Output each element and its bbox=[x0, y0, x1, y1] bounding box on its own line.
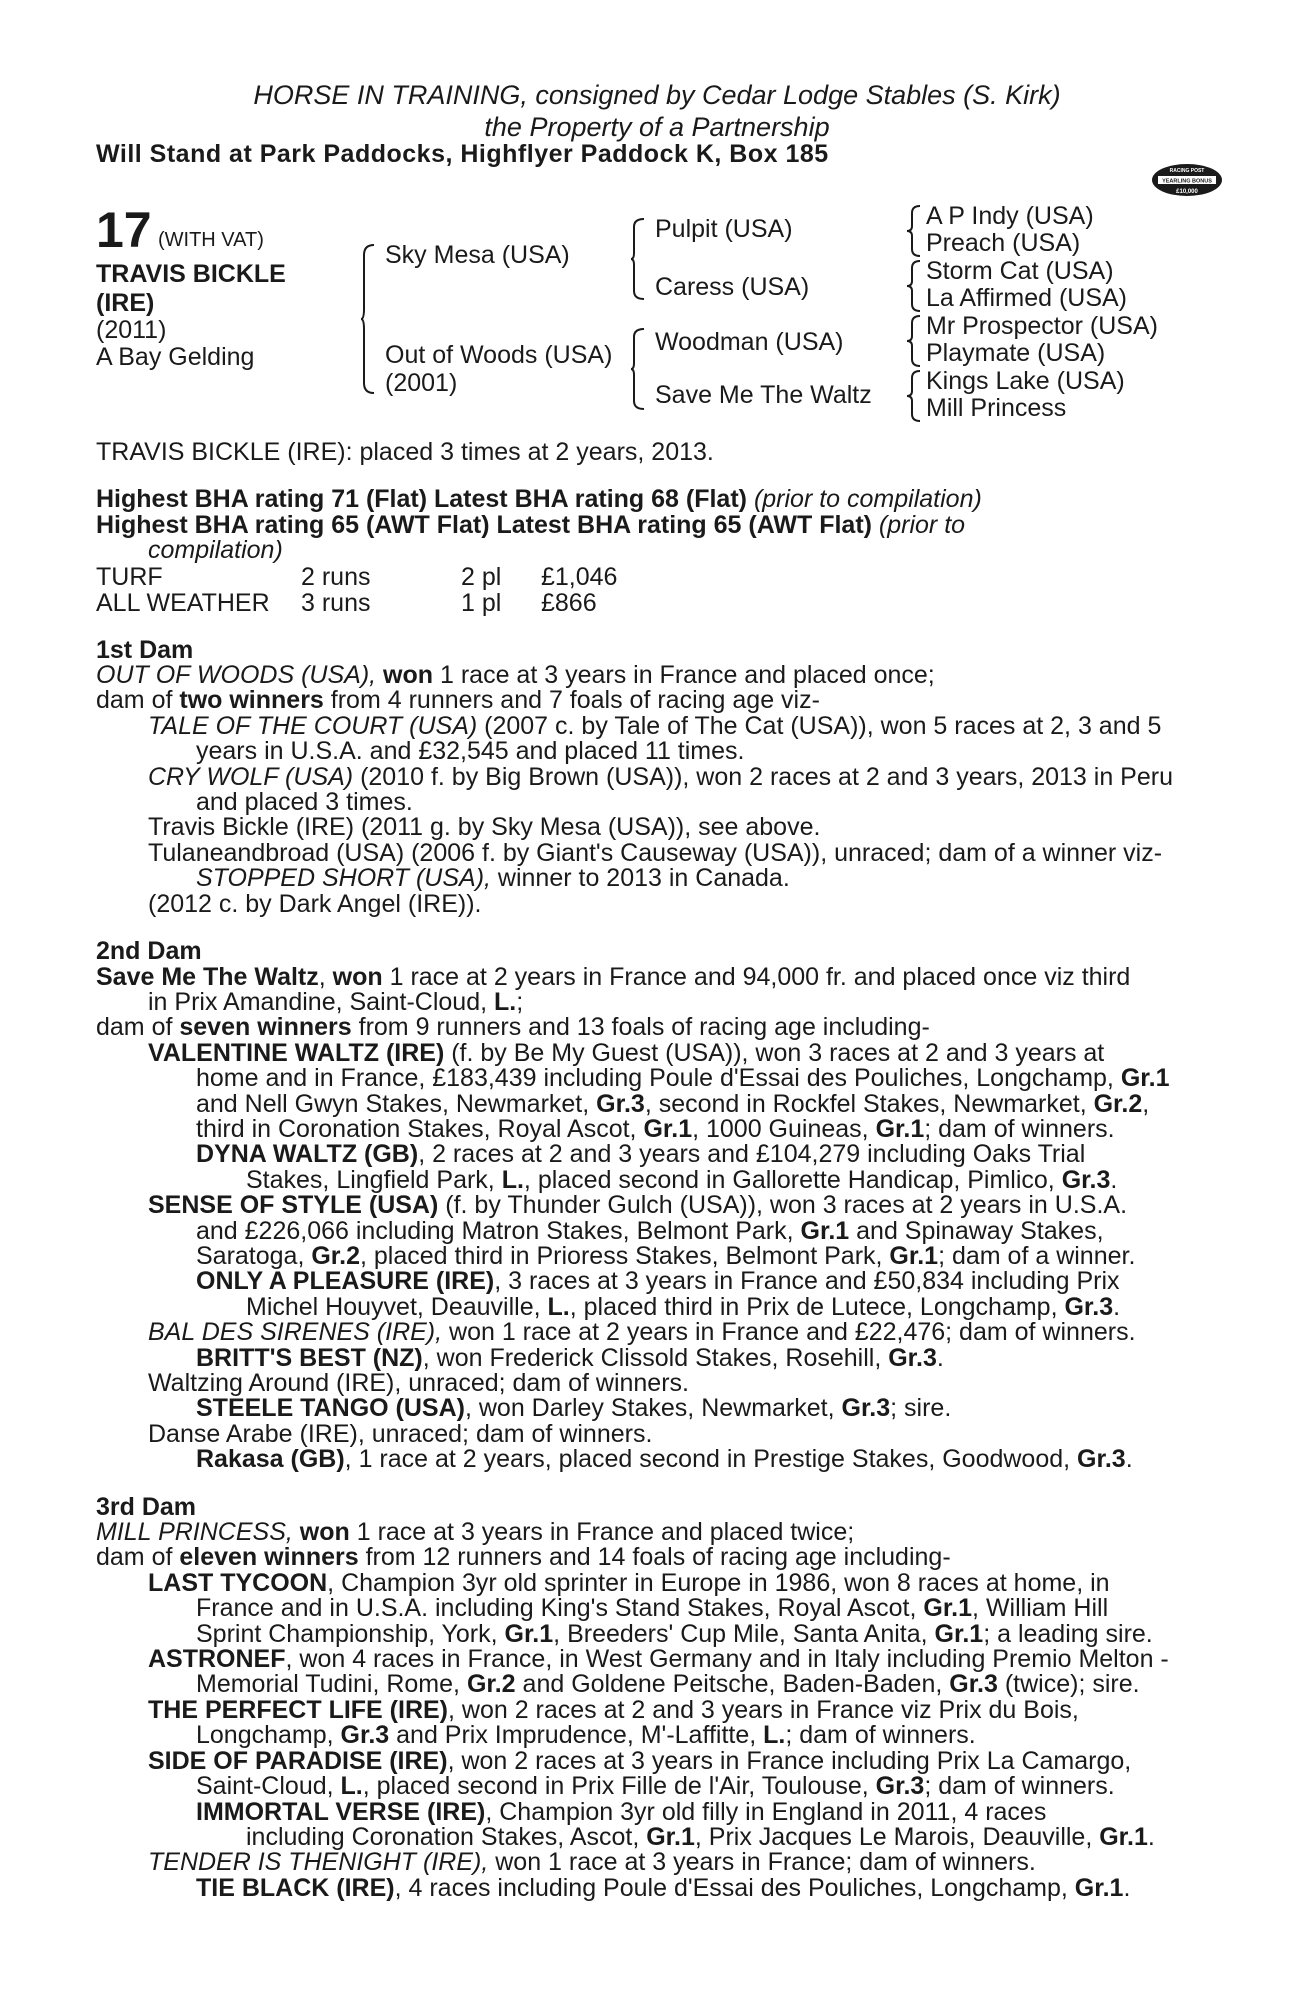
pedigree-bracket-sire bbox=[630, 218, 646, 300]
badge-top-text: RACING POST bbox=[1169, 168, 1205, 174]
horse-name-line2: (IRE) bbox=[96, 289, 155, 317]
race-record-table bbox=[96, 564, 617, 616]
list-item: ASTRONEF, won 4 races in France, in West Germany and in Italy including Premio Melton - bbox=[148, 1645, 1169, 1674]
list-item-sub: TIE BLACK (IRE), 4 races including Poule d'Essai des Pouliches, Longchamp, Gr.1. bbox=[196, 1873, 1131, 1902]
list-item: THE PERFECT LIFE (IRE), won 2 races at 2 and 3 years in France viz Prix du Bois, bbox=[148, 1695, 1079, 1724]
ancestor-5: Mr Prospector (USA) bbox=[926, 312, 1158, 340]
second-dam-produce: dam of seven winners from 9 runners and 13 foals of racing age including- bbox=[96, 1013, 930, 1042]
list-item-cont: including Coronation Stakes, Ascot, Gr.1, Prix Jacques Le Marois, Deauville, Gr.1. bbox=[246, 1822, 1155, 1851]
list-item-cont: Stakes, Lingfield Park, L., placed second in Gallorette Handicap, Pimlico, Gr.3. bbox=[246, 1165, 1118, 1194]
ancestor-7: Kings Lake (USA) bbox=[926, 367, 1125, 395]
list-item-sub: DYNA WALTZ (GB), 2 races at 2 and 3 years and £104,279 including Oaks Trial bbox=[196, 1140, 1086, 1169]
list-item-cont: years in U.S.A. and £32,545 and placed 11 times. bbox=[196, 737, 745, 766]
ancestor-2: Preach (USA) bbox=[926, 229, 1081, 257]
list-item: SIDE OF PARADISE (IRE), won 2 races at 3 years in France including Prix La Camargo, bbox=[148, 1746, 1132, 1775]
list-item-cont: and Nell Gwyn Stakes, Newmarket, Gr.3, second in Rockfel Stakes, Newmarket, Gr.2, bbox=[196, 1089, 1150, 1118]
list-item: CRY WOLF (USA) (2010 f. by Big Brown (USA)), won 2 races at 2 and 3 years, 2013 in Peru bbox=[148, 762, 1173, 791]
list-item-cont: Sprint Championship, York, Gr.1, Breeders' Cup Mile, Santa Anita, Gr.1; a leading sire. bbox=[196, 1619, 1153, 1648]
pedigree-bracket-dam bbox=[630, 328, 646, 410]
rating-awt-note: compilation) bbox=[148, 536, 283, 565]
table-row: TURF 2 runs 2 pl £1,046 bbox=[96, 562, 618, 591]
dam-dam: Save Me The Waltz bbox=[655, 381, 872, 409]
list-item-cont: home and in France, £183,439 including Poule d'Essai des Pouliches, Longchamp, Gr.1 bbox=[196, 1064, 1170, 1093]
first-dam-heading: 1st Dam bbox=[96, 635, 194, 664]
sire: Sky Mesa (USA) bbox=[385, 241, 570, 269]
lot-number: 17 bbox=[96, 202, 152, 258]
list-item-cont: Saratoga, Gr.2, placed third in Prioress Stakes, Belmont Park, Gr.1; dam of a winner. bbox=[196, 1241, 1136, 1270]
horse-description: A Bay Gelding bbox=[96, 343, 255, 371]
pedigree-bracket-g3 bbox=[906, 315, 922, 367]
list-item-cont: and placed 3 times. bbox=[196, 788, 413, 817]
list-item: BAL DES SIRENES (IRE), won 1 race at 2 years in France and £22,476; dam of winners. bbox=[148, 1318, 1136, 1347]
consignor-line: HORSE IN TRAINING, consigned by Cedar Lodge Stables (S. Kirk) bbox=[253, 80, 1061, 110]
third-dam-heading: 3rd Dam bbox=[96, 1492, 197, 1521]
rating-awt: Highest BHA rating 65 (AWT Flat) Latest BHA rating 65 (AWT Flat) (prior to bbox=[96, 510, 966, 539]
stabling-line: Will Stand at Park Paddocks, Highflyer Paddock K, Box 185 bbox=[96, 140, 829, 168]
list-item-sub: BRITT'S BEST (NZ), won Frederick Clissold Stakes, Rosehill, Gr.3. bbox=[196, 1343, 944, 1372]
list-item-sub: ONLY A PLEASURE (IRE), 3 races at 3 years in France and £50,834 including Prix bbox=[196, 1267, 1120, 1296]
second-dam-record: Save Me The Waltz, won 1 race at 2 years in France and 94,000 fr. and placed once viz third bbox=[96, 962, 1131, 991]
vat-note: (WITH VAT) bbox=[158, 229, 264, 251]
dam-sire: Woodman (USA) bbox=[655, 328, 844, 356]
ancestor-8: Mill Princess bbox=[926, 394, 1067, 422]
first-dam-produce: dam of two winners from 4 runners and 7 foals of racing age viz- bbox=[96, 686, 820, 715]
list-item: Danse Arabe (IRE), unraced; dam of winners. bbox=[148, 1419, 653, 1448]
yearling-bonus-badge bbox=[1150, 158, 1224, 198]
third-dam-produce: dam of eleven winners from 12 runners and 14 foals of racing age including- bbox=[96, 1543, 951, 1572]
badge-amount-text: £10,000 bbox=[1176, 189, 1198, 195]
second-dam-record-cont: in Prix Amandine, Saint-Cloud, L.; bbox=[148, 987, 524, 1016]
list-item-cont: Memorial Tudini, Rome, Gr.2 and Goldene Peitsche, Baden-Baden, Gr.3 (twice); sire. bbox=[196, 1670, 1140, 1699]
ownership-line: the Property of a Partnership bbox=[484, 112, 830, 142]
list-item-cont: third in Coronation Stakes, Royal Ascot, Gr.1, 1000 Guineas, Gr.1; dam of winners. bbox=[196, 1114, 1115, 1143]
list-item-cont: Michel Houyvet, Deauville, L., placed third in Prix de Lutece, Longchamp, Gr.3. bbox=[246, 1292, 1121, 1321]
ancestor-1: A P Indy (USA) bbox=[926, 202, 1094, 230]
list-item-cont: and £226,066 including Matron Stakes, Belmont Park, Gr.1 and Spinaway Stakes, bbox=[196, 1216, 1104, 1245]
list-item-sub: STEELE TANGO (USA), won Darley Stakes, Newmarket, Gr.3; sire. bbox=[196, 1394, 952, 1423]
ancestor-4: La Affirmed (USA) bbox=[926, 284, 1128, 312]
horse-name-line1: TRAVIS BICKLE bbox=[96, 260, 286, 288]
list-item: Tulaneandbroad (USA) (2006 f. by Giant's Causeway (USA)), unraced; dam of a winner viz- bbox=[148, 838, 1163, 867]
list-item: VALENTINE WALTZ (IRE) (f. by Be My Guest (USA)), won 3 races at 2 and 3 years at bbox=[148, 1038, 1105, 1067]
pedigree-bracket-g1 bbox=[906, 205, 922, 257]
sire-dam: Caress (USA) bbox=[655, 273, 810, 301]
pedigree-bracket-main bbox=[360, 244, 376, 394]
list-item-sub: IMMORTAL VERSE (IRE), Champion 3yr old filly in England in 2011, 4 races bbox=[196, 1797, 1047, 1826]
table-row: ALL WEATHER 3 runs 1 pl £866 bbox=[96, 588, 597, 617]
list-item-sub: Rakasa (GB), 1 race at 2 years, placed second in Prestige Stakes, Goodwood, Gr.3. bbox=[196, 1445, 1133, 1474]
ancestor-6: Playmate (USA) bbox=[926, 339, 1106, 367]
list-item: Waltzing Around (IRE), unraced; dam of winners. bbox=[148, 1369, 689, 1397]
second-dam-heading: 2nd Dam bbox=[96, 937, 202, 966]
badge-mid-text: YEARLING BONUS bbox=[1162, 178, 1212, 185]
first-dam-record: OUT OF WOODS (USA), won 1 race at 3 years in France and placed once; bbox=[96, 661, 935, 690]
pedigree-bracket-g4 bbox=[906, 370, 922, 422]
pedigree-bracket-g2 bbox=[906, 260, 922, 312]
list-item: SENSE OF STYLE (USA) (f. by Thunder Gulch (USA)), won 3 races at 2 years in U.S.A. bbox=[148, 1191, 1128, 1220]
catalogue-body bbox=[96, 440, 1206, 1901]
list-item: LAST TYCOON, Champion 3yr old sprinter in Europe in 1986, won 8 races at home, in bbox=[148, 1568, 1110, 1597]
horse-name bbox=[96, 260, 336, 318]
list-item: TENDER IS THENIGHT (IRE), won 1 race at 3 years in France; dam of winners. bbox=[148, 1848, 1036, 1877]
horse-details bbox=[96, 317, 254, 371]
list-item-cont: Saint-Cloud, L., placed second in Prix Fille de l'Air, Toulouse, Gr.3; dam of winners. bbox=[196, 1772, 1115, 1801]
list-item-cont: Longchamp, Gr.3 and Prix Imprudence, M'-Laffitte, L.; dam of winners. bbox=[196, 1721, 976, 1750]
rating-flat: Highest BHA rating 71 (Flat) Latest BHA rating 68 (Flat) (prior to compilation) bbox=[96, 485, 982, 514]
list-item: TALE OF THE COURT (USA) (2007 c. by Tale of The Cat (USA)), won 5 races at 2, 3 and 5 bbox=[148, 711, 1162, 740]
list-item: (2012 c. by Dark Angel (IRE)). bbox=[148, 889, 482, 918]
list-item-cont: France and in U.S.A. including King's Stand Stakes, Royal Ascot, Gr.1, William Hill bbox=[196, 1594, 1109, 1623]
dam: Out of Woods (USA) bbox=[385, 341, 613, 369]
ancestor-3: Storm Cat (USA) bbox=[926, 257, 1114, 285]
dam-year: (2001) bbox=[385, 369, 458, 397]
third-dam-record: MILL PRINCESS, won 1 race at 3 years in France and placed twice; bbox=[96, 1518, 855, 1547]
sire-sire: Pulpit (USA) bbox=[655, 215, 793, 243]
list-item-sub: STOPPED SHORT (USA), winner to 2013 in Canada. bbox=[196, 864, 790, 893]
foaling-year: (2011) bbox=[96, 316, 167, 344]
list-item: Travis Bickle (IRE) (2011 g. by Sky Mesa (USA)), see above. bbox=[148, 813, 821, 842]
race-summary: TRAVIS BICKLE (IRE): placed 3 times at 2 years, 2013. bbox=[96, 438, 714, 466]
